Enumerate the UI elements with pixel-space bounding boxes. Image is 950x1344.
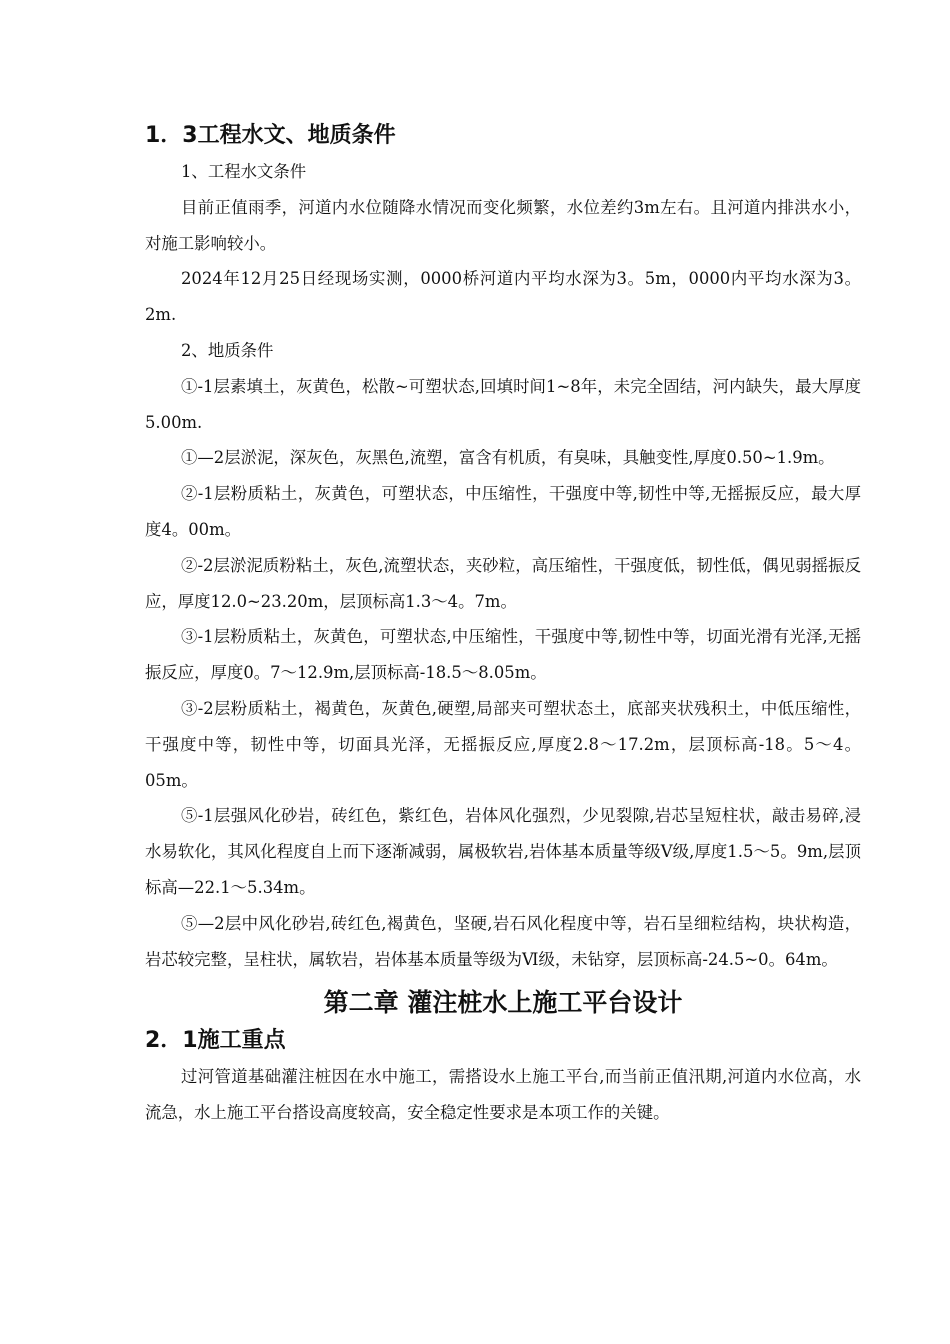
subheading-hydrology: 1、工程水文条件 bbox=[181, 162, 307, 181]
section-heading-2-1: 2．1施工重点 bbox=[145, 1028, 286, 1054]
section-heading-1-3: 1．3工程水文、地质条件 bbox=[145, 123, 396, 148]
geology-layer-1-1: ①-1层素填土，灰黄色，松散~可塑状态,回填时间1~8年，未完全固结，河内缺失，最大厚度5.00m. bbox=[145, 376, 861, 432]
geology-layer-3-1: ③-1层粉质粘土，灰黄色，可塑状态,中压缩性，干强度中等,韧性中等，切面光滑有光泽,无摇振反应，厚度0。7～12.9m,层顶标高-18.5～8.05m。 bbox=[145, 627, 861, 683]
chapter-heading-2: 第二章 灌注桩水上施工平台设计 bbox=[323, 988, 683, 1018]
geology-layer-1-2: ①—2层淤泥，深灰色，灰黑色,流塑，富含有机质，有臭味，具触变性,厚度0.50~1.9m。 bbox=[181, 448, 835, 468]
document-page bbox=[145, 118, 861, 1131]
geology-layer-5-2: ⑤—2层中风化砂岩,砖红色,褐黄色，坚硬,岩石风化程度中等，岩石呈细粒结构，块状构造，岩芯较完整，呈柱状，属软岩，岩体基本质量等级为Ⅵ级，未钻穿，层顶标高-24.5~0。64m。 bbox=[145, 913, 861, 969]
geology-layer-3-2: ③-2层粉质粘土，褐黄色，灰黄色,硬塑,局部夹可塑状态土，底部夹状残积土，中低压缩性，干强度中等，韧性中等，切面具光泽，无摇振反应,厚度2.8～17.2m，层顶标高-18。5～4。05m。 bbox=[145, 698, 861, 790]
geology-layer-2-2: ②-2层淤泥质粉粘土，灰色,流塑状态，夹砂粒，高压缩性，干强度低，韧性低，偶见弱摇振反应，厚度12.0~23.20m，层顶标高1.3～4。7m。 bbox=[145, 555, 861, 611]
paragraph-construction-key: 过河管道基础灌注桩因在水中施工，需搭设水上施工平台,而当前正值汛期,河道内水位高，水流急，水上施工平台搭设高度较高，安全稳定性要求是本项工作的关键。 bbox=[145, 1067, 861, 1123]
paragraph-hydrology-2: 2024年12月25日经现场实测，0000桥河道内平均水深为3。5m，0000内平均水深为3。2m. bbox=[145, 269, 861, 325]
geology-layer-5-1: ⑤-1层强风化砂岩，砖红色，紫红色，岩体风化强烈，少见裂隙,岩芯呈短柱状，敲击易碎,浸水易软化，其风化程度自上而下逐渐减弱，属极软岩,岩体基本质量等级Ⅴ级,厚度1.5～5。9m,层顶标高—22.1～5.34m。 bbox=[145, 806, 861, 897]
subheading-geology: 2、地质条件 bbox=[181, 340, 274, 360]
geology-layer-2-1: ②-1层粉质粘土，灰黄色，可塑状态，中压缩性，干强度中等,韧性中等,无摇振反应，最大厚度4。00m。 bbox=[145, 484, 861, 539]
paragraph-hydrology-1: 目前正值雨季，河道内水位随降水情况而变化频繁，水位差约3m左右。且河道内排洪水小，对施工影响较小。 bbox=[145, 197, 861, 253]
